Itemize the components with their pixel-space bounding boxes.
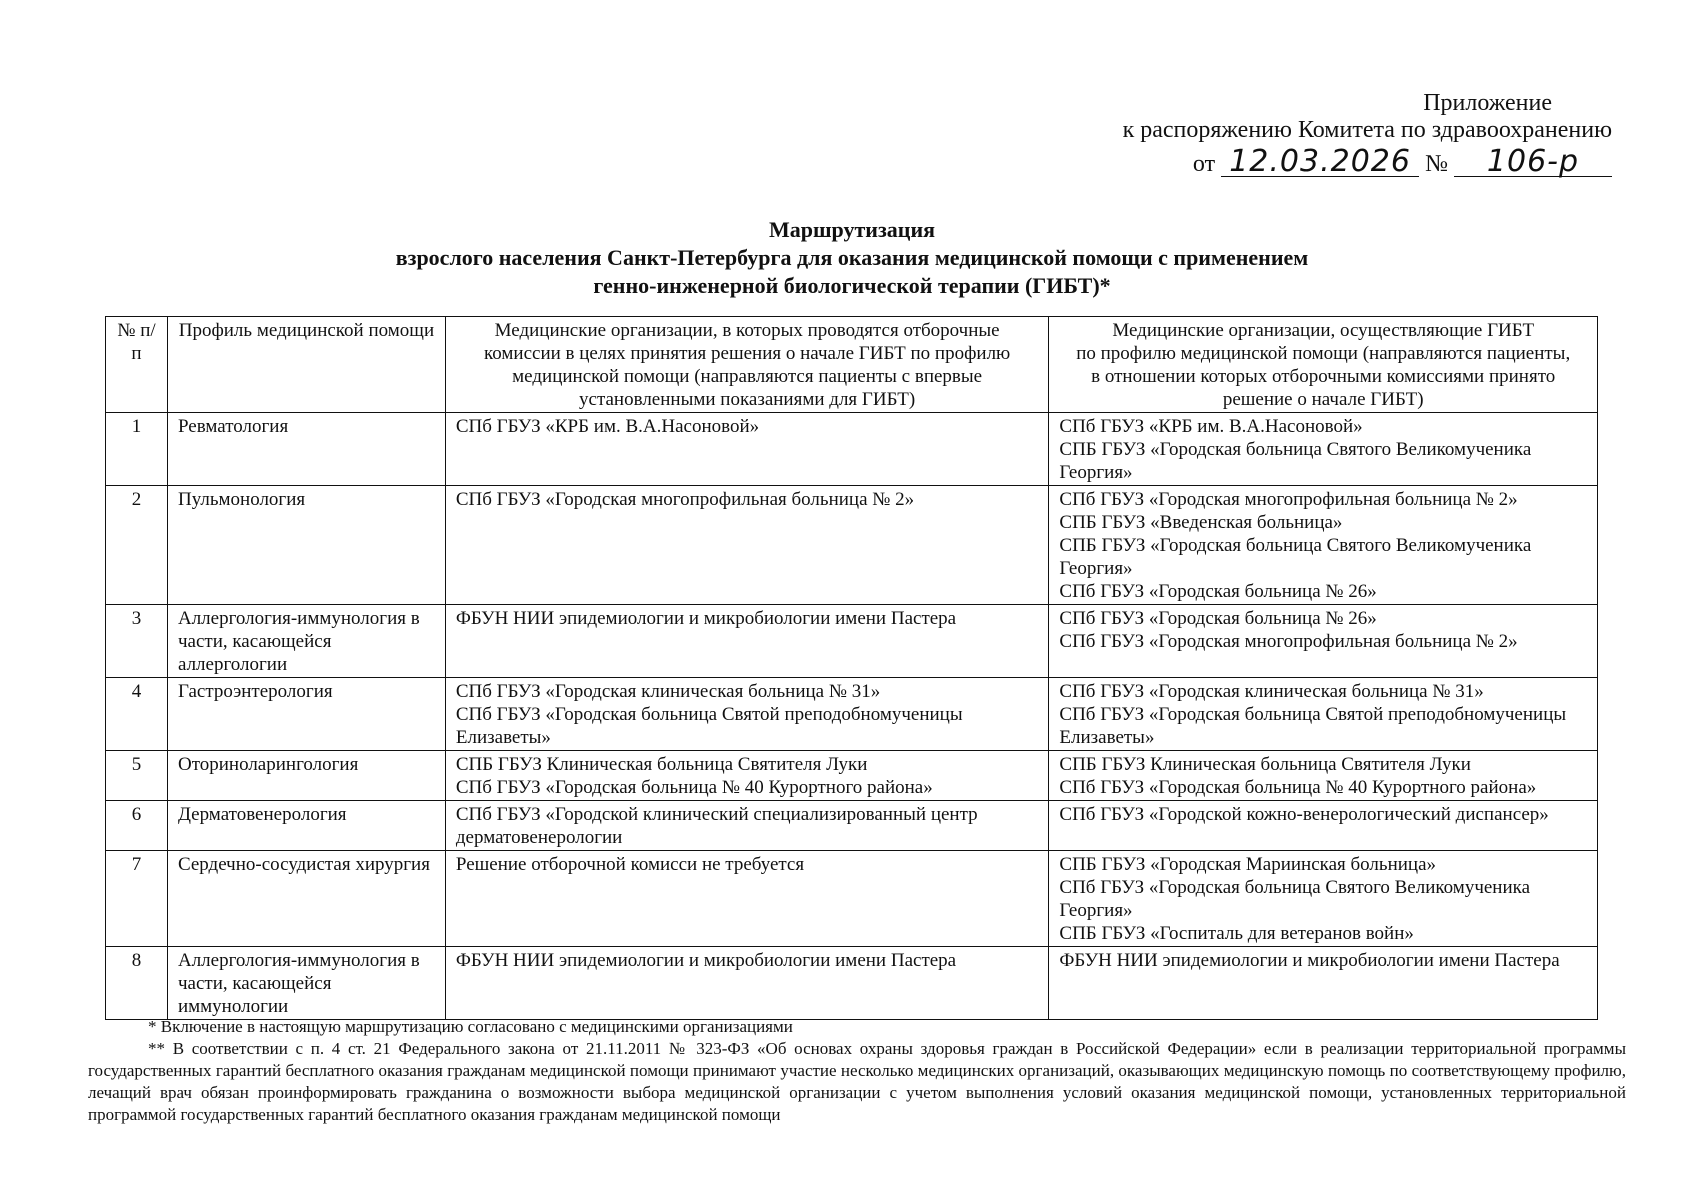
document-title — [0, 216, 1704, 300]
provider-org: СПб ГБУЗ «Городская больница Святой преподобномученицы Елизаветы» — [1059, 704, 1567, 748]
number-prefix: № — [1425, 151, 1448, 177]
handwritten-number: 106-р — [1454, 148, 1612, 177]
provider-org: СПб ГБУЗ «Городская больница Святого Великомученика Георгия» — [1059, 877, 1531, 921]
appendix-reference: к распоряжению Комитета по здравоохранению — [1122, 117, 1612, 143]
row-profile: Аллергология-иммунология в части, касающейся аллергологии — [167, 605, 445, 678]
title-line-1: Маршрутизация — [768, 217, 936, 242]
provider-org: СПБ ГБУЗ «Госпиталь для ветеранов войн» — [1059, 923, 1414, 944]
footnote-2: ** В соответствии с п. 4 ст. 21 Федерального закона от 21.11.2011 № 323-ФЗ «Об основах охраны здоровья граждан в Российской Федерации» если в реализации территориальной программы государственных гарантий бесплатного оказания гражданам медицинской помощи принимают участие несколько медицинских организаций, оказывающих медицинскую помощь по соответствующему профилю, лечащий врач обязан проинформировать гражданина о возможности выбора медицинской организации с учетом выполнения условий оказания медицинской помощи, установленных территориальной программой государственных гарантий бесплатного оказания гражданам медицинской помощи — [88, 1039, 1626, 1124]
header-num: № п/п — [106, 317, 168, 413]
provider-org: ФБУН НИИ эпидемиологии и микробиологии имени Пастера — [1059, 950, 1560, 971]
selection-org: СПб ГБУЗ «Городская клиническая больница № 31» — [455, 681, 881, 702]
row-selection — [445, 605, 1049, 678]
provider-org: СПб ГБУЗ «КРБ им. В.А.Насоновой» — [1059, 416, 1363, 437]
table-row — [106, 605, 1598, 678]
row-number: 7 — [106, 851, 168, 947]
row-provider — [1049, 801, 1598, 851]
provider-org: СПб ГБУЗ «Городской кожно-венерологический диспансер» — [1059, 804, 1549, 825]
row-selection — [445, 751, 1049, 801]
footnote-1: * Включение в настоящую маршрутизацию согласовано с медицинскими организациями — [148, 1017, 793, 1036]
table-row — [106, 413, 1598, 486]
table-row — [106, 801, 1598, 851]
row-number: 8 — [106, 947, 168, 1020]
selection-org: ФБУН НИИ эпидемиологии и микробиологии имени Пастера — [455, 950, 957, 971]
header-profile: Профиль медицинской помощи — [167, 317, 445, 413]
row-provider — [1049, 947, 1598, 1020]
selection-org: СПб ГБУЗ «Городской клинический специализированный центр дерматовенерологии — [455, 804, 978, 848]
provider-org: СПб ГБУЗ «Городская многопрофильная больница № 2» — [1059, 489, 1518, 510]
provider-org: СПБ ГБУЗ «Городская Мариинская больница» — [1059, 854, 1437, 875]
row-selection — [445, 801, 1049, 851]
row-profile: Дерматовенерология — [167, 801, 445, 851]
row-number: 2 — [106, 486, 168, 605]
row-number: 3 — [106, 605, 168, 678]
table-row — [106, 486, 1598, 605]
row-selection — [445, 678, 1049, 751]
header-provider-line: в отношении которых отборочными комиссиями принято — [1091, 366, 1556, 387]
appendix-label: Приложение — [1423, 90, 1552, 116]
selection-org: СПб ГБУЗ «КРБ им. В.А.Насоновой» — [455, 416, 760, 437]
row-provider — [1049, 605, 1598, 678]
selection-org: ФБУН НИИ эпидемиологии и микробиологии имени Пастера — [455, 608, 957, 629]
date-prefix: от — [1192, 151, 1216, 177]
appendix-date-number — [1123, 144, 1612, 179]
appendix-header — [1123, 90, 1612, 178]
row-profile: Сердечно-сосудистая хирургия — [167, 851, 445, 947]
row-selection — [445, 486, 1049, 605]
selection-org: СПб ГБУЗ «Городская больница № 40 Курортного района» — [455, 777, 933, 798]
footnotes — [88, 1016, 1626, 1126]
provider-org: СПБ ГБУЗ «Городская больница Святого Великомученика Георгия» — [1059, 439, 1532, 483]
provider-org: СПб ГБУЗ «Городская многопрофильная больница № 2» — [1059, 631, 1518, 652]
row-number: 4 — [106, 678, 168, 751]
row-selection — [445, 947, 1049, 1020]
selection-org: Решение отборочной комисси не требуется — [455, 854, 805, 875]
handwritten-date: 12.03.2026 — [1221, 148, 1419, 177]
row-profile: Пульмонология — [167, 486, 445, 605]
row-provider — [1049, 751, 1598, 801]
routing-table — [105, 316, 1598, 1020]
provider-org: СПБ ГБУЗ «Введенская больница» — [1059, 512, 1343, 533]
header-provider-line: решение о начале ГИБТ) — [1222, 389, 1424, 410]
row-profile: Аллергология-иммунология в части, касающейся иммунологии — [167, 947, 445, 1020]
title-line-2: взрослого населения Санкт-Петербурга для оказания медицинской помощи с применением — [395, 245, 1309, 270]
row-provider — [1049, 678, 1598, 751]
row-selection — [445, 413, 1049, 486]
table-row — [106, 851, 1598, 947]
row-number: 5 — [106, 751, 168, 801]
selection-org: СПБ ГБУЗ Клиническая больница Святителя Луки — [455, 754, 868, 775]
provider-org: СПб ГБУЗ «Городская клиническая больница № 31» — [1059, 681, 1484, 702]
selection-org: СПб ГБУЗ «Городская больница Святой преподобномученицы Елизаветы» — [455, 704, 963, 748]
row-number: 1 — [106, 413, 168, 486]
table-row — [106, 751, 1598, 801]
table-header — [106, 317, 1598, 413]
row-profile: Гастроэнтерология — [167, 678, 445, 751]
row-profile: Оториноларингология — [167, 751, 445, 801]
row-profile: Ревматология — [167, 413, 445, 486]
row-number: 6 — [106, 801, 168, 851]
header-row — [106, 317, 1598, 413]
header-selection: Медицинские организации, в которых проводятся отборочные комиссии в целях принятия решения о начале ГИБТ по профилю медицинской помощи (направляются пациенты с впервые установленными показаниями для ГИБТ) — [445, 317, 1049, 413]
header-provider-line: Медицинские организации, осуществляющие ГИБТ — [1112, 320, 1535, 341]
row-provider — [1049, 413, 1598, 486]
selection-org: СПб ГБУЗ «Городская многопрофильная больница № 2» — [455, 489, 915, 510]
provider-org: СПБ ГБУЗ «Городская больница Святого Великомученика Георгия» — [1059, 535, 1532, 579]
provider-org: СПб ГБУЗ «Городская больница № 26» — [1059, 608, 1377, 629]
header-provider-line: по профилю медицинской помощи (направляются пациенты, — [1076, 343, 1571, 364]
provider-org: СПб ГБУЗ «Городская больница № 26» — [1059, 581, 1377, 602]
table-body — [106, 413, 1598, 1020]
row-provider — [1049, 486, 1598, 605]
title-line-3: генно-инженерной биологической терапии (ГИБТ)* — [593, 273, 1111, 298]
provider-org: СПб ГБУЗ «Городская больница № 40 Курортного района» — [1059, 777, 1537, 798]
table-row — [106, 947, 1598, 1020]
row-selection — [445, 851, 1049, 947]
provider-org: СПБ ГБУЗ Клиническая больница Святителя Луки — [1059, 754, 1471, 775]
header-provider — [1049, 317, 1598, 413]
table-row — [106, 678, 1598, 751]
row-provider — [1049, 851, 1598, 947]
